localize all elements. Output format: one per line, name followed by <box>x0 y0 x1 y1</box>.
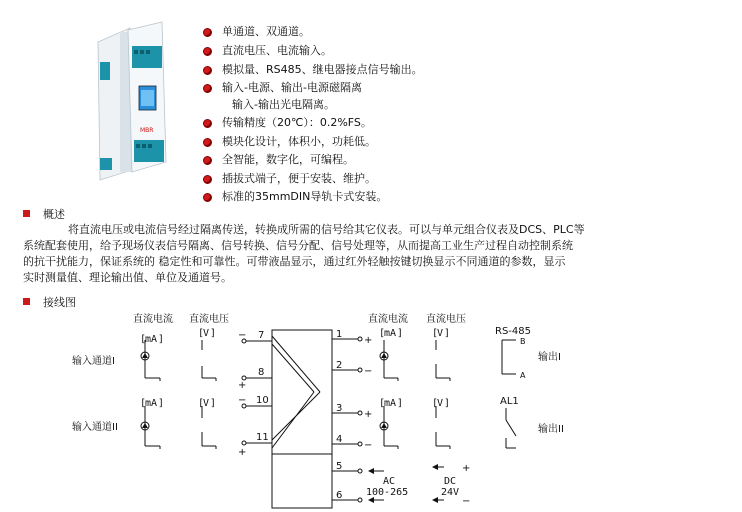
plus-sign: + <box>364 335 373 346</box>
feature-item: 直流电压、电流输入。 <box>222 44 332 57</box>
feature-item: 插拔式端子，便于安装、维护。 <box>222 172 376 185</box>
svg-text:]: ] <box>397 328 404 339</box>
ma-label: mA <box>145 398 158 409</box>
section-bullet-icon <box>23 210 30 217</box>
section-bullet-icon <box>23 298 30 305</box>
svg-text:[: [ <box>432 398 439 409</box>
svg-text:[: [ <box>198 328 205 339</box>
rs485-b-label: B <box>520 337 526 346</box>
input-channel-2-label: 输入通道II <box>72 422 118 433</box>
minus-sign: − <box>364 366 373 377</box>
left-voltage-label: 直流电压 <box>189 314 229 325</box>
svg-text:]: ] <box>158 398 165 409</box>
bullet-icon <box>203 47 212 56</box>
left-current-label: 直流电流 <box>133 314 173 325</box>
feature-item: 输入-电源、输出-电源磁隔离 <box>222 81 362 94</box>
bullet-icon <box>203 66 212 75</box>
feature-item: 全智能，数字化，可编程。 <box>222 153 354 166</box>
svg-text:]: ] <box>210 398 217 409</box>
output-1-label: 输出I <box>538 352 561 363</box>
feature-item: 模块化设计，体积小，功耗低。 <box>222 135 376 148</box>
input-channel-1-label: 输入通道I <box>72 356 115 367</box>
svg-text:]: ] <box>397 398 404 409</box>
svg-text:[: [ <box>379 398 386 409</box>
feature-item: 标准的35mmDIN导轨卡式安装。 <box>222 190 388 203</box>
pin-number: 7 <box>258 330 265 341</box>
pin-number: 2 <box>336 360 343 371</box>
right-current-label: 直流电流 <box>368 314 408 325</box>
pin-number: 1 <box>336 329 343 340</box>
svg-text:]: ] <box>158 334 165 345</box>
ma-label: mA <box>145 334 158 345</box>
plus-sign: + <box>238 380 247 391</box>
wiring-heading: 接线图 <box>43 296 76 309</box>
dc-value-label: 24V <box>441 487 460 498</box>
svg-text:[: [ <box>140 398 147 409</box>
bullet-icon <box>203 84 212 93</box>
plus-sign: + <box>364 409 373 420</box>
v-label: V <box>203 328 210 339</box>
feature-item-continued: 输入-输出光电隔离。 <box>232 98 335 111</box>
pin-number: 4 <box>336 434 343 445</box>
minus-sign: − <box>462 496 471 507</box>
svg-text:[: [ <box>432 328 439 339</box>
svg-text:[: [ <box>379 328 386 339</box>
ac-label: AC <box>383 476 396 487</box>
svg-text:]: ] <box>444 328 451 339</box>
bullet-icon <box>203 175 212 184</box>
bullet-icon <box>203 119 212 128</box>
svg-text:[: [ <box>198 398 205 409</box>
bullet-icon <box>203 138 212 147</box>
ac-range-label: 100-265 <box>366 487 409 498</box>
svg-text:MBR: MBR <box>140 127 154 134</box>
plus-sign: + <box>462 463 471 474</box>
minus-sign: − <box>238 330 247 341</box>
bullet-icon <box>203 156 212 165</box>
output-2-label: 输出II <box>538 424 564 435</box>
pin-number: 11 <box>256 432 269 443</box>
pin-number: 5 <box>336 461 343 472</box>
product-photo <box>80 20 180 185</box>
v-label: V <box>437 328 444 339</box>
bullet-icon <box>203 193 212 202</box>
pin-number: 8 <box>258 367 265 378</box>
v-label: V <box>437 398 444 409</box>
overview-line: 系统配套使用，给予现场仪表信号隔离、信号转换、信号分配、信号处理等，从而提高工业生产过程自动控制系统 <box>23 239 573 252</box>
rs485-a-label: A <box>520 371 526 380</box>
minus-sign: − <box>364 440 373 451</box>
feature-item: 单通道、双通道。 <box>222 25 310 38</box>
svg-text:[: [ <box>140 334 147 345</box>
ma-label: mA <box>384 398 397 409</box>
overview-line: 的抗干扰能力，保证系统的 稳定性和可靠性。可带液晶显示，通过红外轻触按键切换显示不同通道的参数，显示 <box>23 255 566 268</box>
dc-label: DC <box>444 476 457 487</box>
pin-number: 6 <box>336 490 343 501</box>
al1-label: AL1 <box>500 396 519 407</box>
minus-sign: − <box>238 395 247 406</box>
pin-number: 10 <box>256 395 269 406</box>
ma-label: mA <box>384 328 397 339</box>
overview-line: 将直流电压或电流信号经过隔离传送，转换成所需的信号给其它仪表。可以与单元组合仪表及DCS、PLC等 <box>68 223 585 236</box>
feature-item: 传输精度（20℃）：0.2%FS。 <box>222 116 372 129</box>
v-label: V <box>203 398 210 409</box>
feature-item: 模拟量、RS485、继电器接点信号输出。 <box>222 63 423 76</box>
svg-text:]: ] <box>210 328 217 339</box>
wiring-diagram <box>0 305 742 512</box>
overview-heading: 概述 <box>43 208 65 221</box>
rs485-label: RS-485 <box>495 326 531 337</box>
overview-line: 实时测量值、理论输出值、单位及通道号。 <box>23 271 232 284</box>
svg-text:]: ] <box>444 398 451 409</box>
pin-number: 3 <box>336 403 343 414</box>
bullet-icon <box>203 28 212 37</box>
right-voltage-label: 直流电压 <box>426 314 466 325</box>
plus-sign: + <box>238 447 247 458</box>
